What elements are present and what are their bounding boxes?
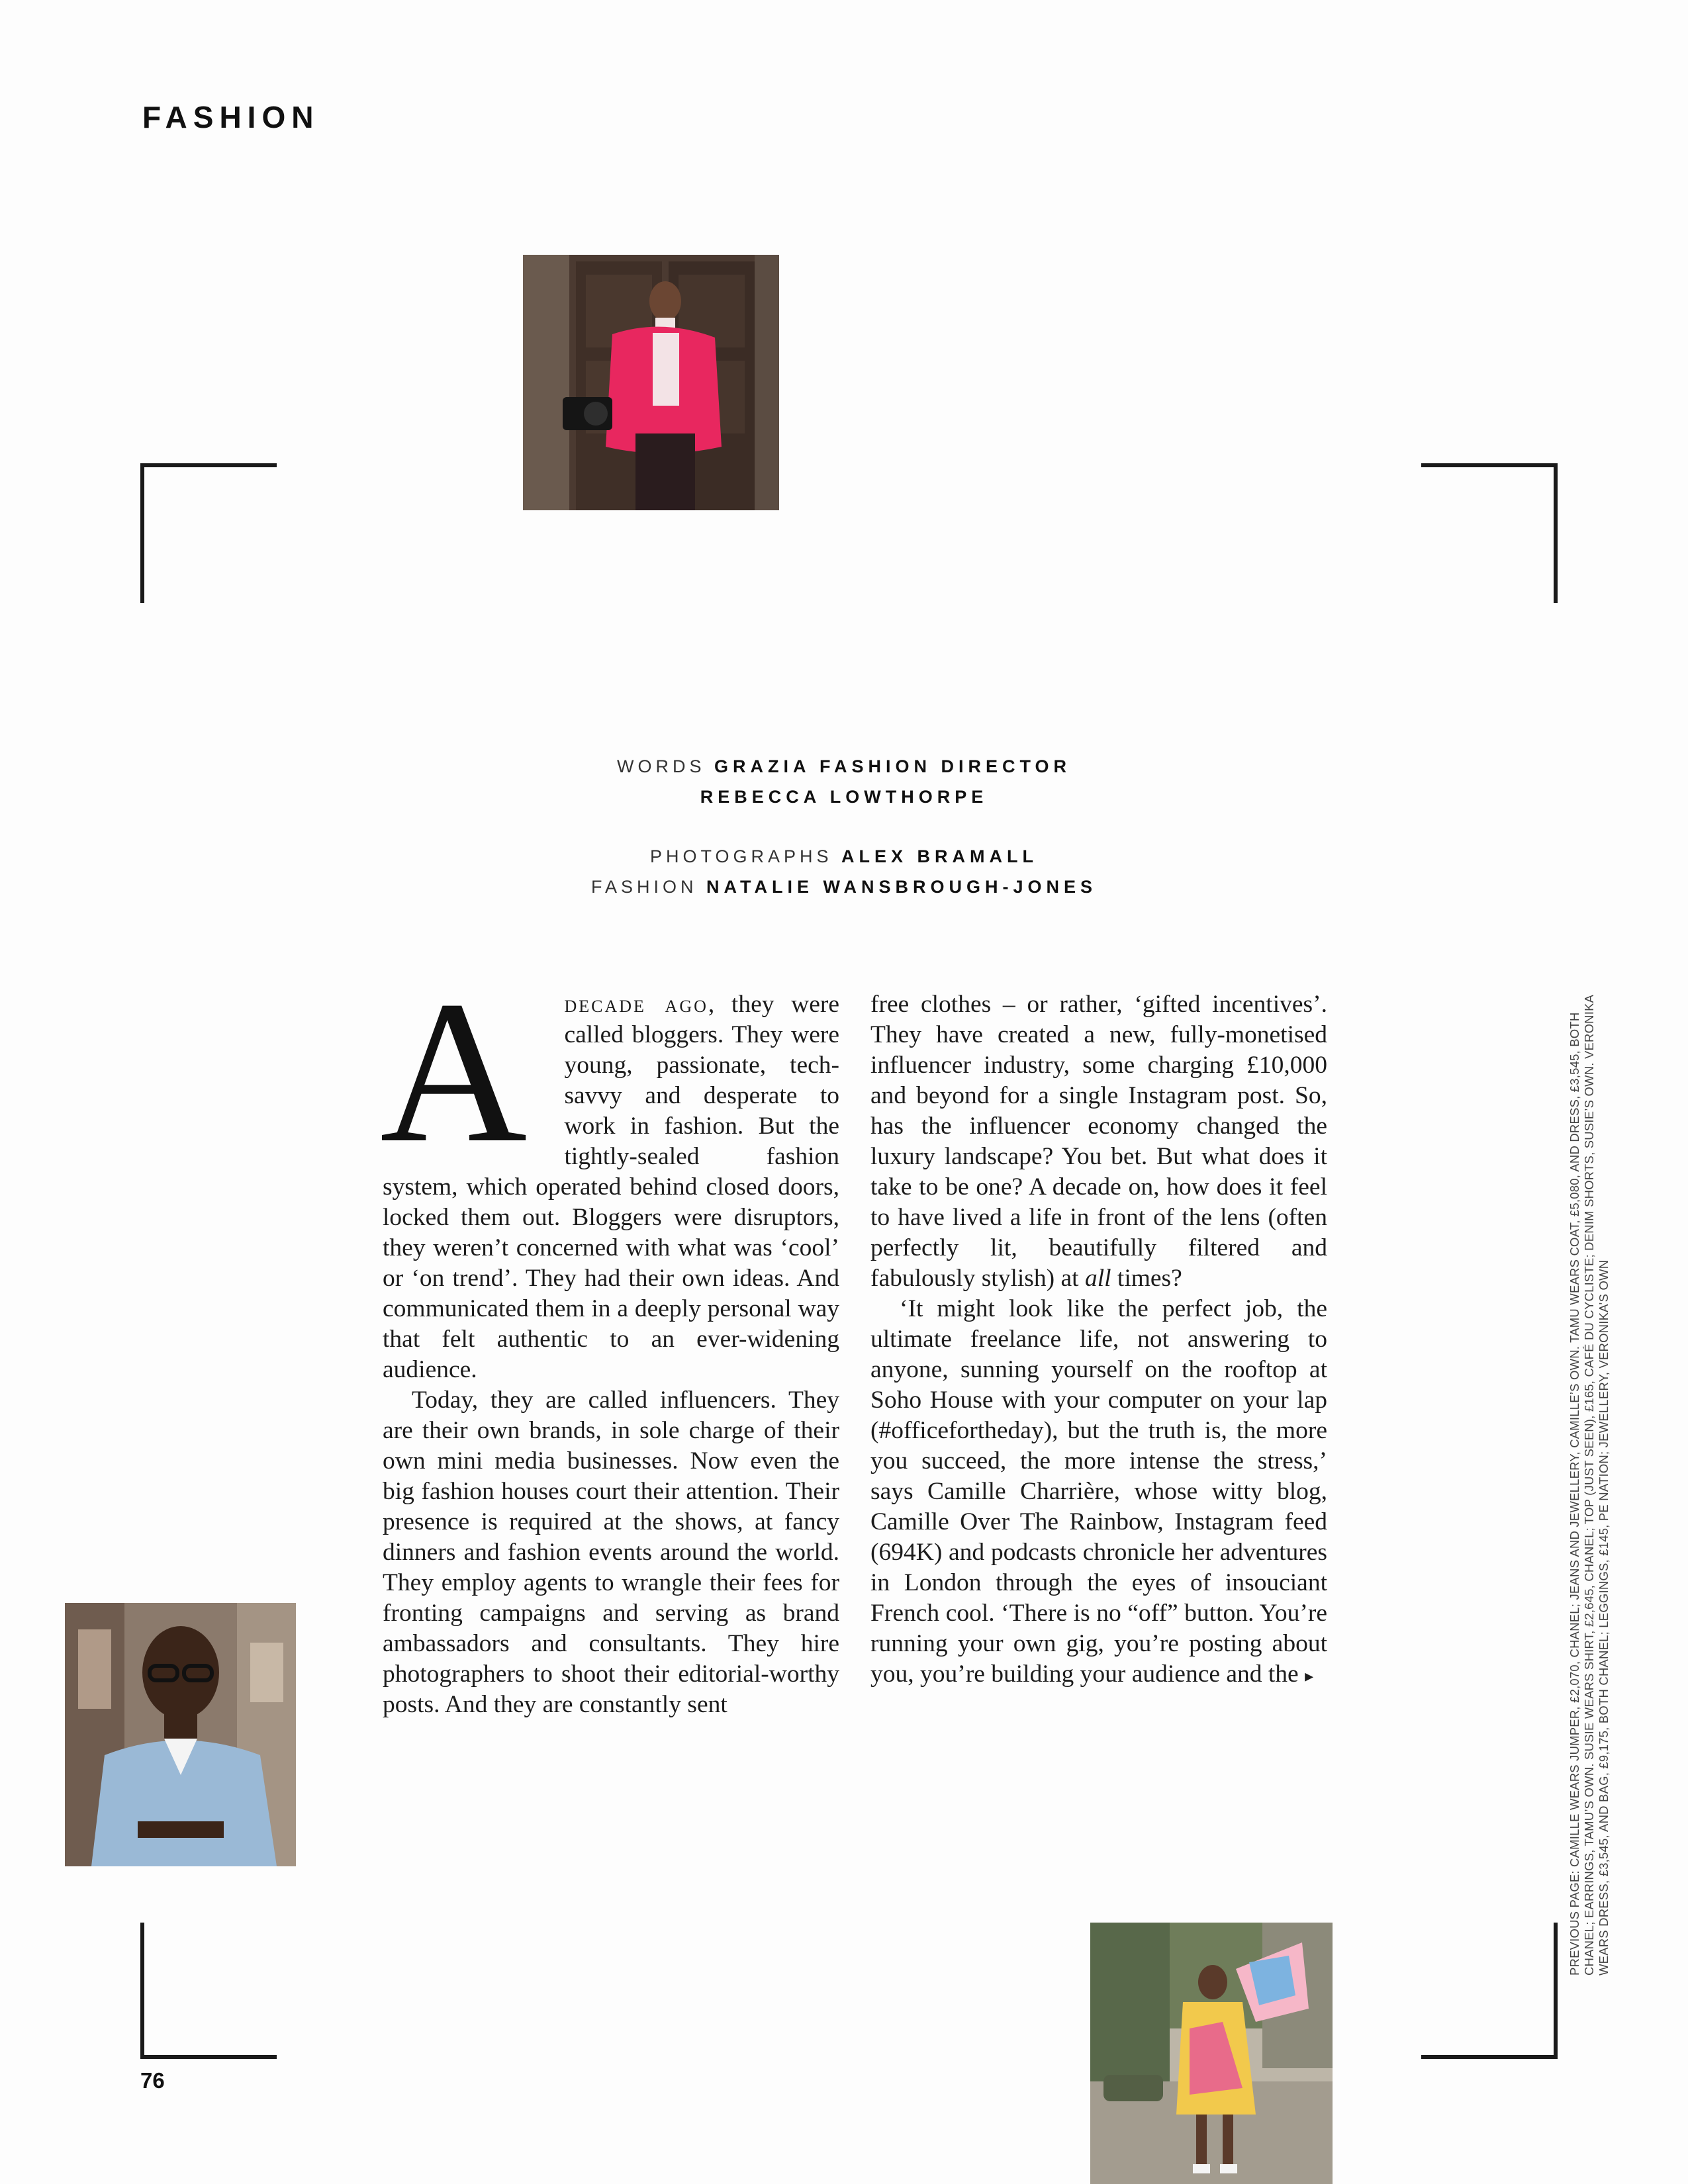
article-paragraph: Today, they are called influencers. They are their own brands, in sole charge of their own mini media businesses. Now even the big fashion houses court their attention. Their presence is required at the shows, at fancy dinners and fashion events around the world. They employ agents to wrangle their fees for fronting campaigns and serving as brand ambassadors and consultants. They hire photographers to shoot their editorial-worthy posts. And they are constantly sent: [383, 1387, 839, 1718]
corner-bracket-top-left: [140, 463, 277, 603]
article-column-1: [380, 959, 840, 1720]
corner-bracket-bottom-right: [1421, 1923, 1558, 2059]
lead-smallcaps: decade ago: [564, 991, 708, 1018]
credit-words-line: [530, 751, 1158, 782]
paragraph-text: free clothes – or rather, ‘gifted incentives’. They have created a new, fully-monetised influencer industry, some charging £10,000 and beyond for a single Instagram post. So, has the influencer economy changed the luxury landscape? You bet. But what does it take to be one? A decade on, how does it feel to have lived a life in front of the lens (often perfectly lit, beautifully filtered and fabulously stylish) at: [870, 991, 1327, 1292]
page-number: 76: [140, 2068, 165, 2093]
credit-words-name-2: REBECCA LOWTHORPE: [700, 787, 988, 807]
credit-fashion-label: FASHION: [590, 877, 698, 897]
credit-spacer: [530, 812, 1158, 841]
credit-photographs-label: PHOTOGRAPHS: [649, 846, 833, 866]
emphasis-text: all: [1084, 1265, 1111, 1292]
photo-caption: PREVIOUS PAGE: CAMILLE WEARS JUMPER, £2,070, CHANEL; JEANS AND JEWELLERY, CAMILLE’S OWN. TAMU WEARS COAT, £5,080, AND DRESS, £3,545, BOTH CHANEL; EARRINGS, TAMU’S OWN. SUSIE WEARS SHIRT, £2,645, CHANEL; TOP (JUST SEEN), £165, CAFÉ DU CYCLISTE; DENIM SHORTS, SUSIE’S OWN. VERONIKA WEARS DRESS, £3,545, AND BAG, £9,175, BOTH CHANEL; LEGGINGS, £145, PE NATION; JEWELLERY, VERONIKA’S OWN: [1568, 995, 1611, 1976]
paragraph-text: ‘It might look like the perfect job, the ultimate freelance life, not answering to anyone, sunning yourself on the rooftop at Soho House with your computer on your lap (#officefortheday), but the truth is, the more you succeed, the more intense the stress,’ says Camille Charrière, whose witty blog, Camille Over The Rainbow, Instagram feed (694K) and podcasts chronicle her adventures in London through the eyes of insouciant French cool. ‘There is no “off” button. You’re running your own gig, you’re posting about you, you’re building your audience and the: [870, 1295, 1327, 1688]
paragraph-text: , they were called bloggers. They were young, passionate, tech-savvy and desperate to work in fashion. But the tightly-sealed fashion system, which operated behind closed doors, locked them out. Bloggers were disruptors, they weren’t concerned with what was ‘cool’ or ‘on trend’. They had their own ideas. And communicated them in a deeply personal way that felt authentic to an ever-widening audience.: [383, 991, 840, 1383]
section-label: FASHION: [142, 100, 320, 134]
credit-fashion-line: [530, 872, 1158, 902]
credit-words-label: WORDS: [616, 756, 706, 776]
continue-arrow-icon: ▸: [1305, 1666, 1314, 1686]
credit-photographs-line: [530, 841, 1158, 872]
photo-yellow-dress: [1090, 1923, 1333, 2184]
photo-pink-coat: [523, 255, 779, 510]
credit-photographs-name: ALEX BRAMALL: [841, 846, 1039, 866]
article-paragraph: [380, 959, 840, 1385]
photo-denim-jacket: [65, 1603, 296, 1866]
article-column-2: [870, 989, 1327, 1692]
credits-block: [530, 751, 1158, 902]
credit-fashion-name: NATALIE WANSBROUGH-JONES: [706, 877, 1098, 897]
paragraph-text: times?: [1111, 1265, 1182, 1292]
credit-words-name-1: GRAZIA FASHION DIRECTOR: [714, 756, 1072, 776]
article-paragraph: [870, 989, 1327, 1294]
credit-words-line-2: [530, 782, 1158, 812]
corner-bracket-top-right: [1421, 463, 1558, 603]
drop-cap: A: [380, 959, 528, 1185]
corner-bracket-bottom-left: [140, 1923, 277, 2059]
article-paragraph: [870, 1294, 1327, 1692]
